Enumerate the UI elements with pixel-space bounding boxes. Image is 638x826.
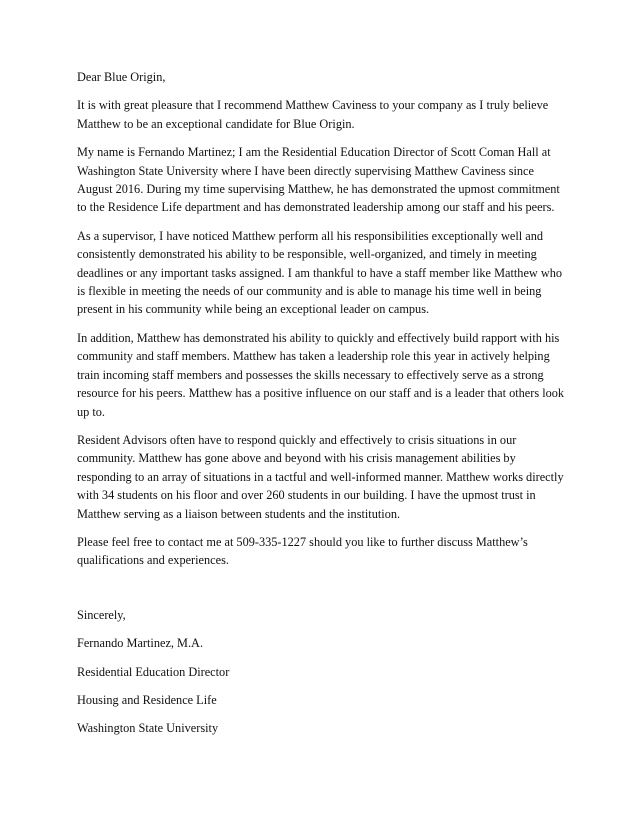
letter-paragraph-crisis: Resident Advisors often have to respond quickly and effectively to crisis situations in our community. Matthew has gone above and beyond with his crisis management abilities by responding to an array of situations in a tactful and well-informed manner. Matthew works directly with 34 students on his floor and over 260 students in our building. I have the upmost trust in Matthew serving as a liaison between students and the institution. [77,432,564,521]
signature-title: Residential Education Director [77,664,230,679]
signature-institution: Washington State University [77,721,219,736]
closing-spacer [77,580,565,606]
letter-paragraph-background: My name is Fernando Martinez; I am the Residential Education Director of Scott Coman Hall at Washington State University where I have been directly supervising Matthew Caviness since August 2016. During my time supervising Matthew, he has demonstrated the upmost commitment to the Residence Life department and has demonstrated leadership among our staff and his peers. [77,145,560,215]
signature-department: Housing and Residence Life [77,692,217,707]
letter-paragraph-rapport: In addition, Matthew has demonstrated his ability to quickly and effectively build rapport with his community and staff members. Matthew has taken a leadership role this year in actively helping train incoming staff members and possesses the skills necessary to effectively serve as a strong resource for his peers. Matthew has a positive influence on our staff and is a leader that others look up to. [77,330,565,419]
signature-name: Fernando Martinez, M.A. [77,636,204,651]
recommendation-letter [77,68,565,748]
letter-paragraph-intro: It is with great pleasure that I recommend Matthew Caviness to your company as I truly believe Matthew to be an exceptional candidate for Blue Origin. [77,98,549,131]
letter-salutation: Dear Blue Origin, [77,70,166,84]
letter-paragraph-contact: Please feel free to contact me at 509-335-1227 should you like to further discuss Matthew’s qualifications and experiences. [77,534,528,568]
letter-paragraph-responsibilities: As a supervisor, I have noticed Matthew perform all his responsibilities exceptionally well and consistently demonstrated his ability to be responsible, well-organized, and timely in meeting deadlines or any important tasks assigned. I am thankful to have a staff member like Matthew who is flexible in meeting the needs of our community and is able to manage his time well in being present in his community while being an exceptional leader on campus. [77,228,563,317]
letter-closing: Sincerely, [77,607,126,622]
